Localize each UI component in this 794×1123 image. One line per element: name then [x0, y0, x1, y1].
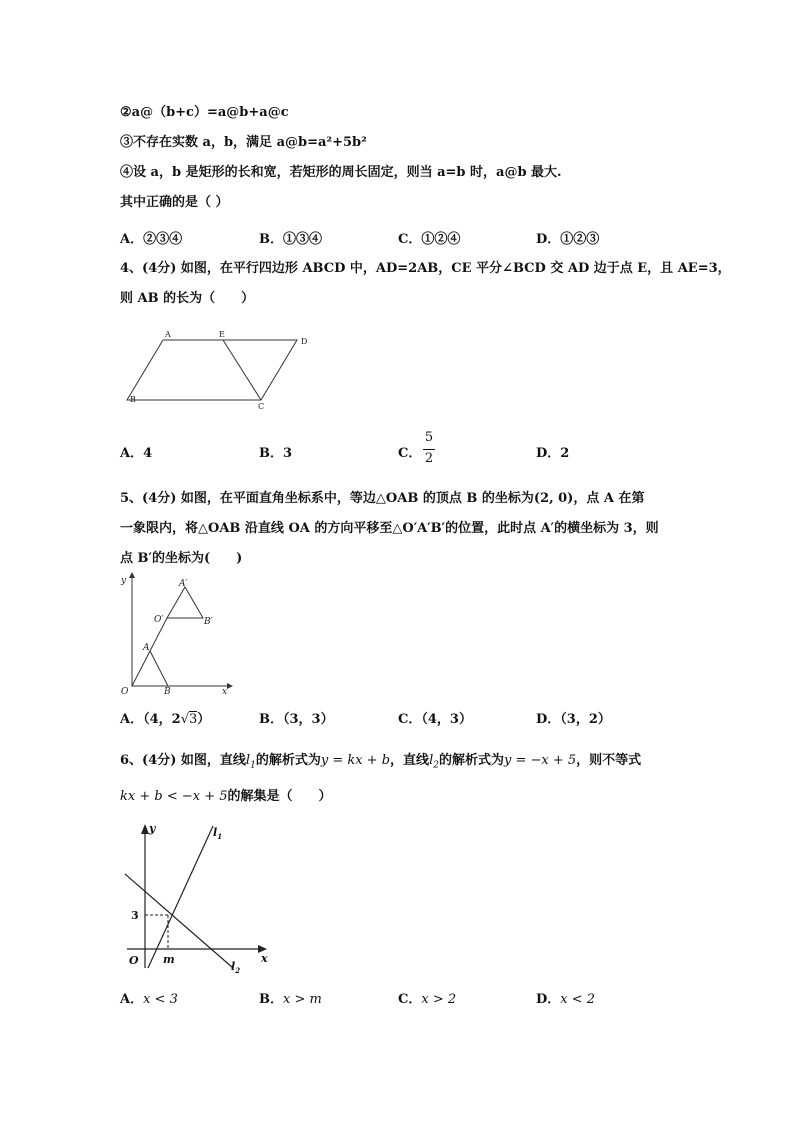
label-b: B	[164, 687, 171, 697]
line-l1	[148, 826, 213, 968]
l1-letter: l	[213, 826, 218, 839]
q5-stem-line3: 点 B′的坐标为( )	[120, 551, 243, 566]
option-value: ①②④	[421, 232, 461, 247]
option-label: B．	[259, 232, 283, 247]
segment-ce	[223, 340, 261, 400]
q4-stem-line1: 4、(4分) 如图，在平行四边形 ABCD 中，AD=2AB，CE 平分∠BCD 交 AD 边于点 E，且 AE=3，	[120, 261, 731, 276]
option-label: A．	[120, 712, 144, 727]
option-value: （3，3）	[283, 712, 334, 727]
option-value: 2	[560, 446, 570, 461]
q5-stem-line1: 5、(4分) 如图，在平面直角坐标系中，等边△OAB 的顶点 B 的坐标为(2, 0)，点 A 在第	[120, 491, 645, 506]
l2-subscript: 2	[433, 760, 439, 771]
y-axis-arrow	[141, 824, 149, 834]
label-c: C	[258, 402, 265, 411]
x-axis-arrow	[227, 683, 233, 689]
q6-text: ，则不等式	[576, 753, 642, 768]
option-label: B．	[259, 446, 283, 461]
option-value: （4，2	[143, 712, 181, 727]
label-l2	[231, 960, 240, 975]
inequality-expression: kx + b < −x + 5	[120, 789, 228, 804]
q3-statement-4: ④设 a，b 是矩形的长和宽，若矩形的周长固定，则当 a=b 时，a@b 最大.	[120, 165, 562, 180]
q6-option-a[interactable]	[120, 988, 178, 1007]
q5-stem-line2: 一象限内，将△OAB 沿直线 OA 的方向平移至△O′A′B′的位置，此时点 A′的横坐标为 3，则	[120, 521, 659, 536]
l2-letter: l	[231, 960, 236, 973]
option-label: A．	[120, 992, 144, 1007]
q6-text: 的解析式为	[255, 753, 321, 768]
triangle-oab	[132, 651, 168, 686]
q4-option-b[interactable]	[259, 442, 292, 461]
label-x: x	[261, 952, 268, 965]
option-label: D．	[536, 992, 561, 1007]
option-value: （3，2）	[560, 712, 611, 727]
q6-lines-figure	[115, 818, 280, 978]
q3-prompt: 其中正确的是（ ）	[120, 195, 229, 210]
q5-option-c[interactable]	[398, 708, 472, 727]
sqrt-radicand: 3	[188, 712, 198, 727]
label-e: E	[219, 330, 225, 339]
q6-text: 的解析式为	[438, 753, 504, 768]
l1-equation: y = kx + b	[320, 753, 391, 768]
option-tail: ）	[197, 712, 211, 727]
option-label: C．	[398, 712, 422, 727]
option-value: ①③④	[283, 232, 323, 247]
q4-option-c[interactable]	[398, 442, 421, 461]
q5-option-b[interactable]	[259, 708, 334, 727]
l1-subscript: 1	[250, 760, 256, 771]
option-value: x > m	[283, 992, 322, 1007]
option-value: x < 3	[143, 992, 178, 1007]
label-o-prime: O′	[154, 615, 164, 625]
label-a: A	[143, 643, 150, 653]
q4-option-c-fraction	[422, 430, 436, 468]
q6-option-c[interactable]	[398, 988, 456, 1007]
l1-symbol: l	[245, 753, 251, 768]
fraction-bar	[423, 449, 435, 450]
q4-option-d[interactable]	[536, 442, 569, 461]
label-x: x	[222, 687, 228, 697]
q5-option-d[interactable]	[536, 708, 611, 727]
axis-arrows	[141, 824, 267, 953]
q5-option-a[interactable]	[120, 708, 210, 727]
label-y: y	[121, 576, 127, 586]
option-value: x > 2	[421, 992, 457, 1007]
q3-statement-3: ③不存在实数 a，b，满足 a@b=a²+5b²	[120, 135, 367, 150]
q4-parallelogram-figure	[120, 325, 320, 415]
label-a: A	[165, 330, 171, 339]
triangle-o2a2b2	[167, 587, 203, 618]
q6-text: 的解集是（ ）	[227, 789, 332, 804]
option-label: C．	[398, 992, 422, 1007]
q3-statement-2: ②a@（b+c）=a@b+a@c	[120, 105, 289, 120]
option-label: C．	[398, 232, 422, 247]
q6-text: ，直线	[390, 753, 430, 768]
option-value: x < 2	[560, 992, 596, 1007]
l2-symbol: l	[429, 753, 434, 768]
option-label: A．	[120, 446, 144, 461]
line-l2	[125, 874, 233, 968]
option-label: A．	[120, 232, 144, 247]
q5-coordinate-figure	[115, 570, 240, 698]
option-value: 3	[283, 446, 293, 461]
q3-option-d[interactable]	[536, 228, 599, 247]
l2-equation: y = −x + 5	[503, 753, 577, 768]
q6-option-d[interactable]	[536, 988, 595, 1007]
fraction-denominator: 2	[424, 451, 434, 466]
option-label: D．	[536, 232, 561, 247]
label-b-prime: B′	[204, 617, 213, 627]
sqrt-symbol: √	[180, 712, 189, 727]
q4-option-a[interactable]	[120, 442, 152, 461]
option-label: D．	[536, 446, 561, 461]
label-l1	[213, 826, 222, 841]
option-label: D．	[536, 712, 561, 727]
option-value: 4	[143, 446, 153, 461]
q3-option-c[interactable]	[398, 228, 460, 247]
label-m: m	[163, 953, 175, 966]
label-y: y	[149, 822, 156, 835]
axis-arrows	[129, 572, 233, 689]
option-label: C．	[398, 446, 422, 461]
q3-option-a[interactable]	[120, 228, 182, 247]
label-3: 3	[131, 909, 139, 922]
fraction-numerator: 5	[424, 430, 434, 445]
label-o: O	[121, 687, 129, 697]
parallelogram-abcd	[127, 340, 297, 400]
q6-stem-line2	[120, 788, 332, 806]
y-axis-arrow	[129, 572, 135, 578]
q6-stem-line1	[120, 752, 641, 775]
label-o: O	[129, 954, 139, 967]
l2-sub: 2	[235, 966, 241, 975]
label-d: D	[301, 337, 308, 346]
option-value: ②③④	[143, 232, 183, 247]
label-a-prime: A′	[179, 579, 188, 589]
l1-sub: 1	[217, 832, 223, 841]
option-value: （4，3）	[421, 712, 472, 727]
option-label: B．	[259, 712, 283, 727]
q6-stem-intro: 6、(4分) 如图，直线	[120, 753, 246, 768]
label-b: B	[130, 395, 136, 404]
q6-option-b[interactable]	[259, 988, 322, 1007]
option-label: B．	[259, 992, 283, 1007]
q4-stem-line2: 则 AB 的长为（ ）	[120, 291, 255, 306]
q3-option-b[interactable]	[259, 228, 322, 247]
option-value: ①②③	[560, 232, 600, 247]
